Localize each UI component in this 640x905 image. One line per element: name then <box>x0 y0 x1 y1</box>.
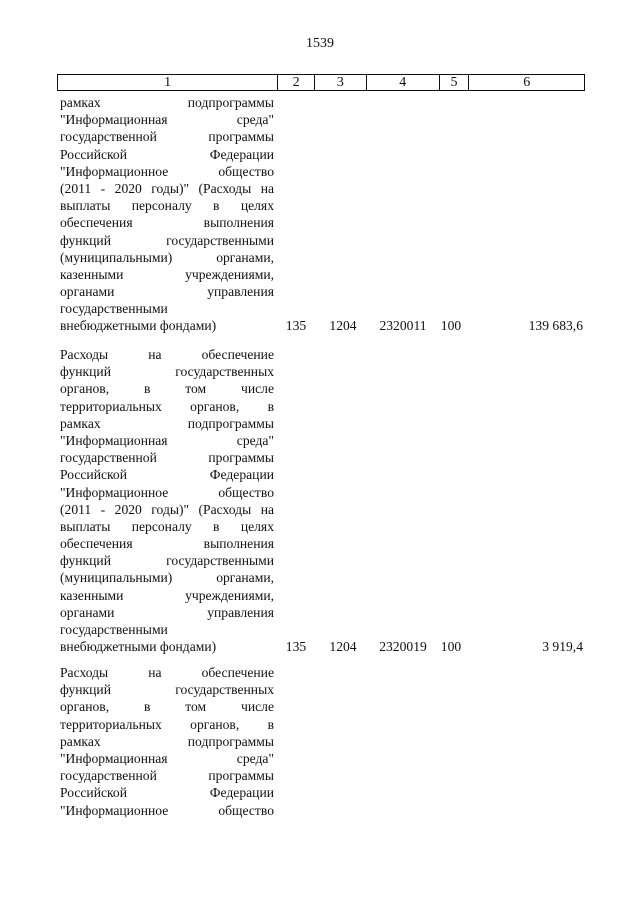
row-description <box>60 664 274 819</box>
description-line: (муниципальными) органами, <box>60 570 274 586</box>
description-line: функций государственных <box>60 364 274 380</box>
description-line: выплаты персоналу в целях <box>60 518 274 534</box>
header-col-5: 5 <box>440 75 470 90</box>
row-col-6: 3 919,4 <box>542 639 583 654</box>
row-col-4: 2320019 <box>379 639 427 654</box>
description-line: рамках подпрограммы <box>60 733 274 749</box>
description-line: государственной программы <box>60 768 274 784</box>
row-description <box>60 346 274 655</box>
header-col-1: 1 <box>58 75 278 90</box>
description-line: "Информационное общество <box>60 484 274 500</box>
row-col-3: 1204 <box>329 639 357 654</box>
description-line: Расходы на обеспечение <box>60 347 274 362</box>
description-line: функций государственными <box>60 232 274 248</box>
description-line: (2011 - 2020 годы)" (Расходы на <box>60 501 274 517</box>
table-header <box>57 74 585 91</box>
description-line: Российской Федерации <box>60 146 274 162</box>
description-line: рамках подпрограммы <box>60 415 274 431</box>
description-line: органов, в том числе <box>60 381 274 397</box>
row-col-3: 1204 <box>329 318 357 333</box>
description-line: обеспечения выполнения <box>60 536 274 552</box>
row-description <box>60 94 274 335</box>
description-line: казенными учреждениями, <box>60 266 274 282</box>
description-line: органов, в том числе <box>60 699 274 715</box>
description-line: Российской Федерации <box>60 467 274 483</box>
description-line: государственными <box>60 622 168 637</box>
description-line: казенными учреждениями, <box>60 587 274 603</box>
description-line: внебюджетными фондами) <box>60 318 217 334</box>
description-line: рамках подпрограммы <box>60 95 274 110</box>
description-line: (2011 - 2020 годы)" (Расходы на <box>60 180 274 196</box>
description-line: "Информационное общество <box>60 163 274 179</box>
row-col-2: 135 <box>285 318 307 333</box>
header-col-4: 4 <box>367 75 440 90</box>
description-line: (муниципальными) органами, <box>60 249 274 265</box>
description-line: Российской Федерации <box>60 785 274 801</box>
description-line: внебюджетными фондами) <box>60 639 217 655</box>
row-col-4: 2320011 <box>379 318 427 333</box>
header-col-6: 6 <box>523 75 531 90</box>
description-line: органами управления <box>60 604 274 620</box>
description-line: "Информационная среда" <box>60 112 274 128</box>
description-line: государственной программы <box>60 129 274 145</box>
row-col-5: 100 <box>440 318 462 333</box>
description-line: "Информационная среда" <box>60 750 274 766</box>
description-line: функций государственными <box>60 553 274 569</box>
description-line: обеспечения выполнения <box>60 215 274 231</box>
description-line: территориальных органов, в <box>60 398 274 414</box>
description-line: государственной программы <box>60 450 274 466</box>
description-line: органами управления <box>60 284 274 300</box>
header-col-3: 3 <box>315 75 367 90</box>
description-line: Расходы на обеспечение <box>60 665 274 680</box>
description-line: государственными <box>60 301 168 317</box>
page-number: 1539 <box>306 36 334 51</box>
description-line: функций государственных <box>60 682 274 698</box>
description-line: "Информационное общество <box>60 802 274 818</box>
row-col-2: 135 <box>285 639 307 654</box>
description-line: "Информационная среда" <box>60 432 274 448</box>
row-col-5: 100 <box>440 639 462 654</box>
row-col-6: 139 683,6 <box>528 318 583 333</box>
description-line: выплаты персоналу в целях <box>60 198 274 214</box>
header-col-2: 2 <box>278 75 315 90</box>
description-line: территориальных органов, в <box>60 716 274 732</box>
